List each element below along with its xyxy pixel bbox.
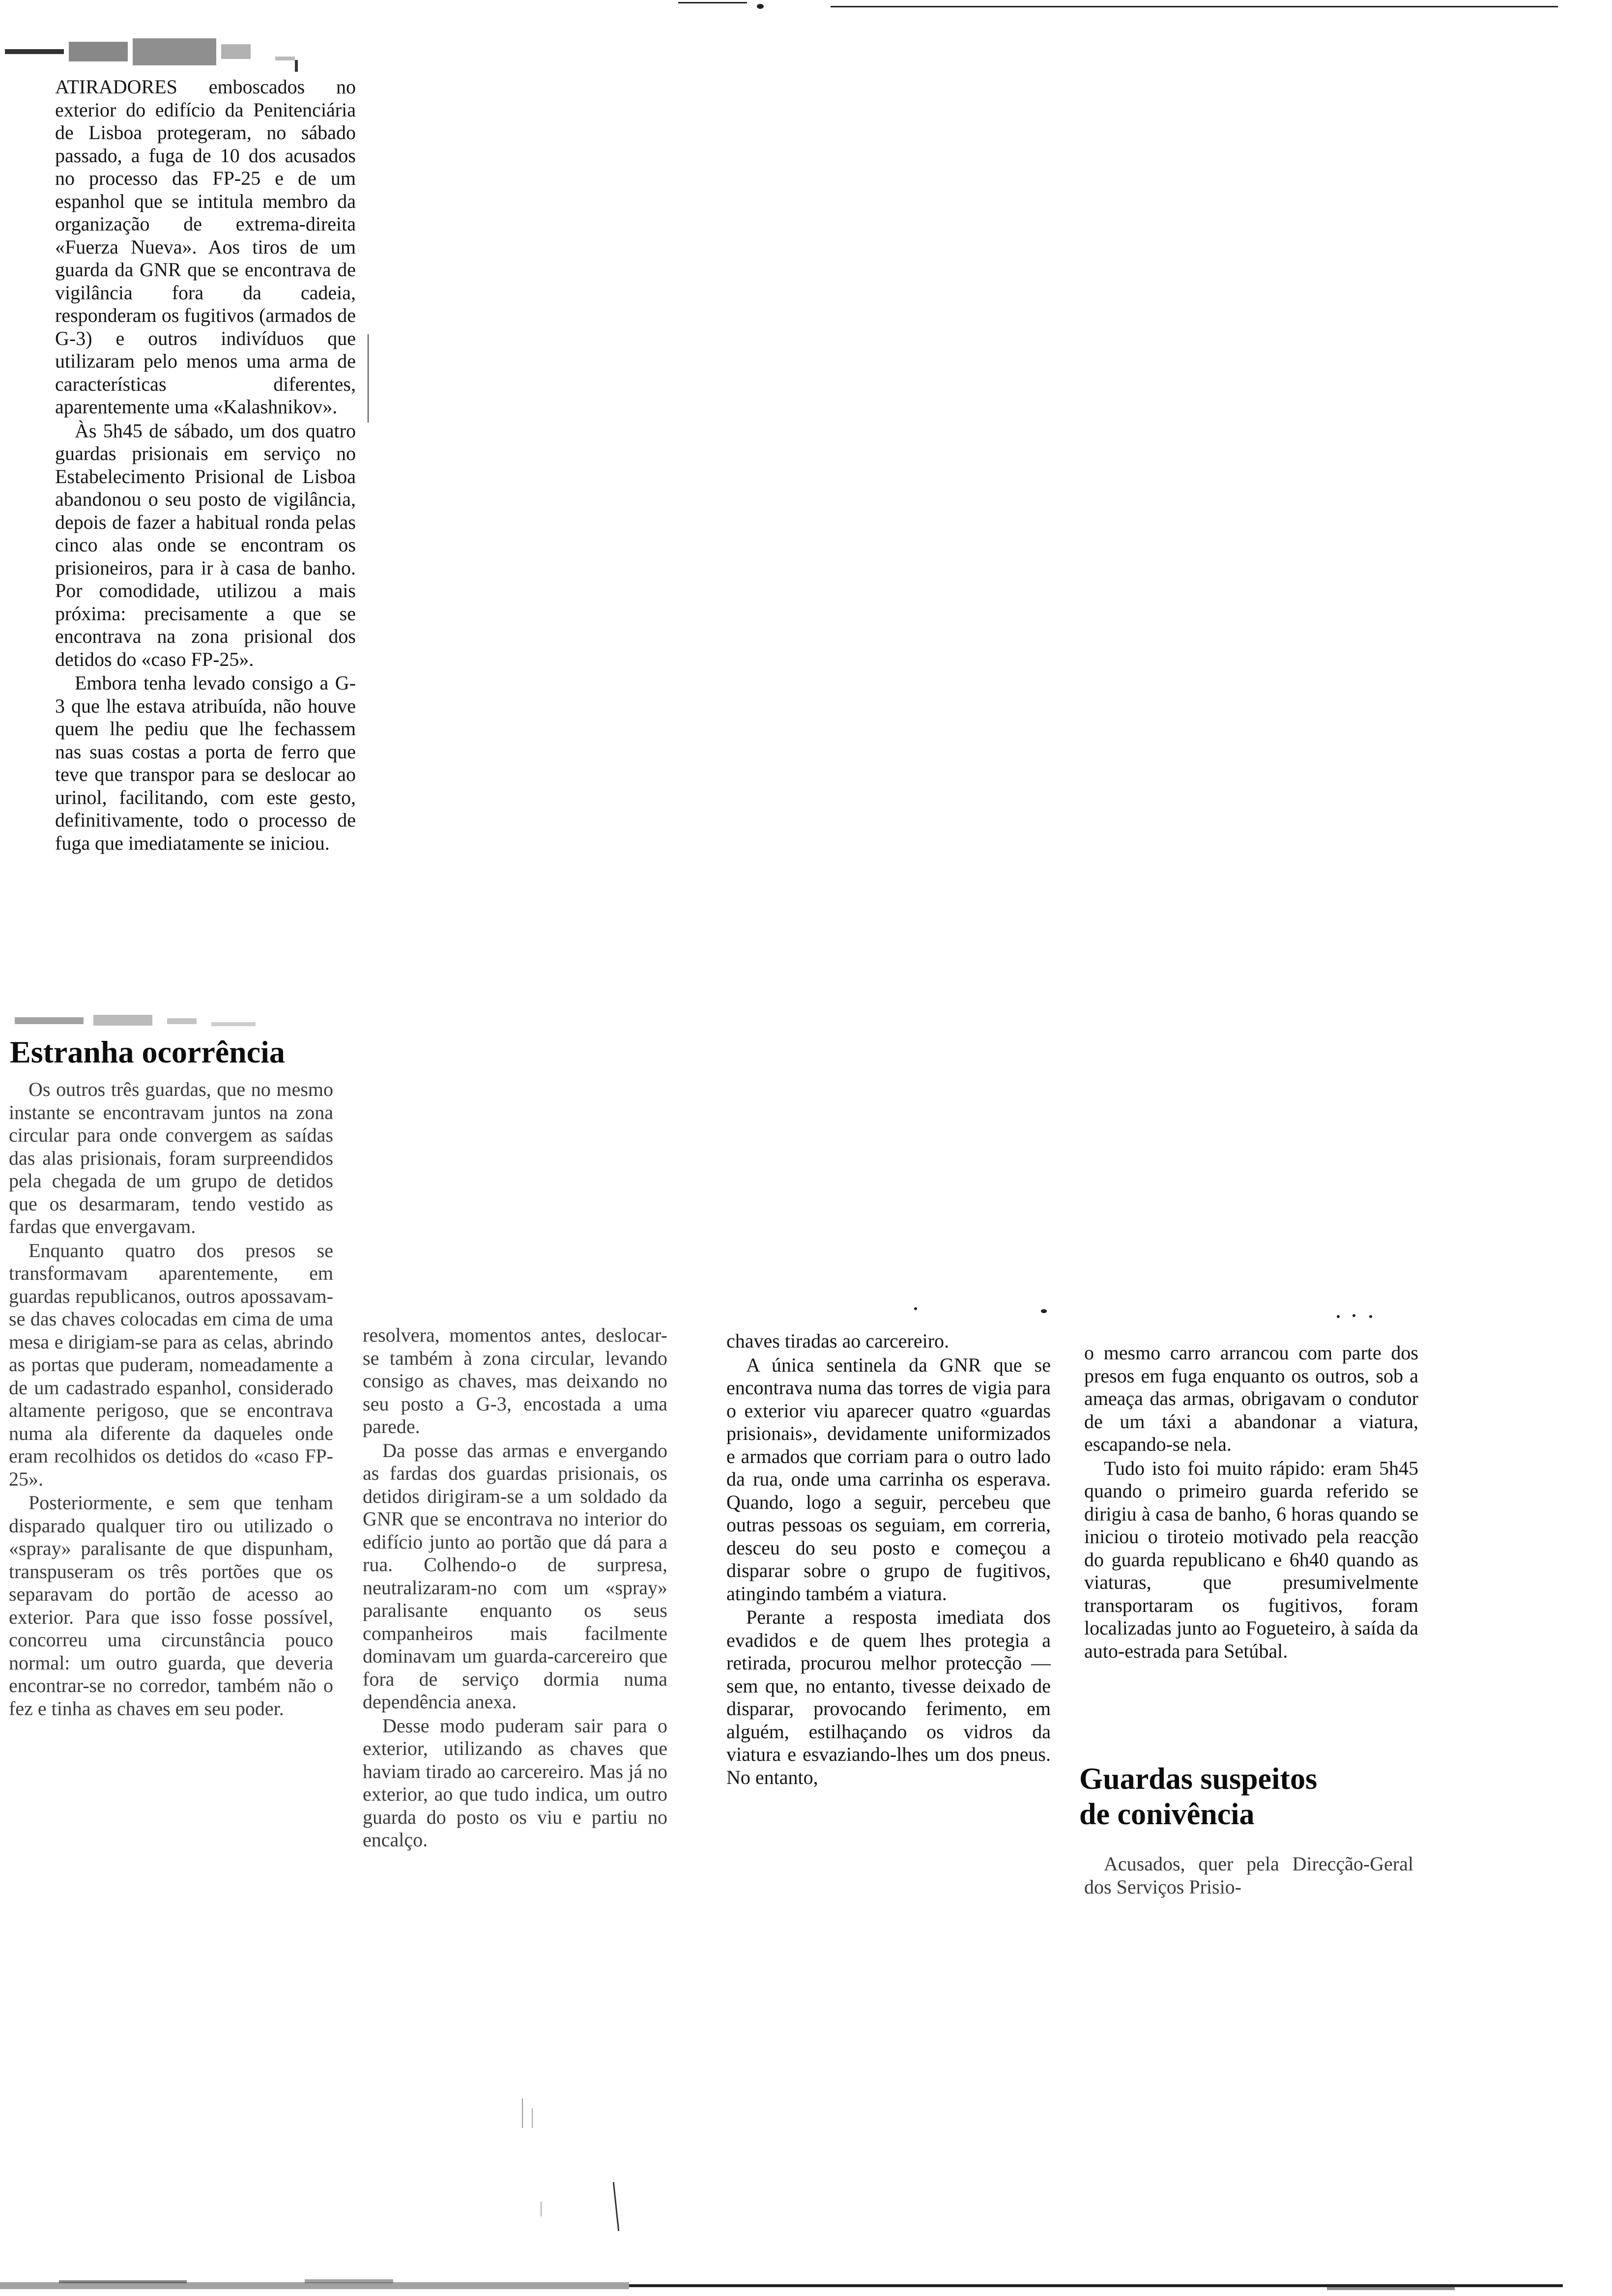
scan-mark xyxy=(522,2098,523,2128)
top-scan-speck xyxy=(757,4,764,9)
column-1-lower xyxy=(9,1078,333,1720)
body-paragraph: o mesmo carro arrancou com parte dos presos em fuga enquanto os outros, sob a ameaça das armas, obrigavam o condutor de um táxi a abandonar a viatura, escapando-se nela. xyxy=(1084,1342,1418,1455)
scan-mark xyxy=(541,2202,542,2216)
body-paragraph: Perante a resposta imediata dos evadidos e de quem lhes protegia a retirada, procurou melhor protecção — sem que, no entanto, tivesse deixado de disparar, provocando ferimento, em alguém, estilhaçando os vidros da viatura e esvaziando-lhes um dos pneus. No entanto, xyxy=(726,1606,1051,1788)
column-4-lower xyxy=(1084,1853,1413,1898)
body-paragraph: Os outros três guardas, que no mesmo instante se encontravam juntos na zona circular para onde convergem as saídas das alas prisionais, foram surpreendidos pela chegada de um grupo de detidos que os desarmaram, tendo vestido as fardas que envergavam. xyxy=(9,1078,333,1237)
body-paragraph: chaves tiradas ao carcereiro. xyxy=(726,1330,950,1352)
body-paragraph: Tudo isto foi muito rápido: eram 5h45 quando o primeiro guarda referido se dirigiu à casa de banho, 6 horas quando se iniciou o tiroteio motivado pela reacção do guarda republicano e 6h40 quando as viaturas, que presumivelmente transportaram os fugitivos, foram localizadas junto ao Fogueteiro, à saída da auto-estrada para Setúbal. xyxy=(1084,1457,1418,1662)
subhead-estranha-ocorrencia: Estranha ocorrência xyxy=(10,1034,285,1069)
scan-noise-top-left xyxy=(0,29,354,74)
top-scan-rule xyxy=(831,6,1558,7)
body-paragraph: Acusados, quer pela Direcção-Geral dos Serviços Prisio- xyxy=(1084,1853,1413,1898)
body-paragraph: Posteriormente, e sem que tenham disparado qualquer tiro ou utilizado o «spray» paralisante de que dispunham, transpuseram os três portões que os separavam do portão de acesso ao exterior. Para que isso fosse possível, concorreu uma circunstância pouco normal: um outro guarda, que deveria encontrar-se no corredor, também não o fez e tinha as chaves em seu poder. xyxy=(9,1492,333,1720)
body-paragraph: Embora tenha levado consigo a G-3 que lhe estava atribuída, não houve quem lhe pediu que lhe fechassem nas suas costas a porta de ferro que teve que transpor para se deslocar ao urinol, facilitando, com este gesto, definitivamente, todo o processo de fuga que imediatamente se iniciou. xyxy=(55,672,356,854)
column-4 xyxy=(1084,1342,1418,1663)
scan-speck xyxy=(1337,1315,1340,1318)
body-paragraph: resolvera, momentos antes, deslocar-se também à zona circular, levando consigo as chaves, mas deixando no seu posto a G-3, encostada a uma parede. xyxy=(363,1324,667,1437)
scan-speck xyxy=(1353,1314,1355,1317)
body-paragraph: Às 5h45 de sábado, um dos quatro guardas prisionais em serviço no Estabelecimento Prisional de Lisboa abandonou o seu posto de vigilância, depois de fazer a habitual ronda pelas cinco alas onde se encontram os prisioneiros, para ir à casa de banho. Por comodidade, utilizou a mais próxima: precisamente a que se encontrava na zona prisional dos detidos do «caso FP-25». xyxy=(55,419,356,670)
scan-mark xyxy=(613,2182,619,2231)
body-paragraph: A única sentinela da GNR que se encontrava numa das torres de vigia para o exterior viu aparecer quatro «guardas prisionais», devidamente uniformizados e armados que corriam para o outro lado da rua, onde uma carrinha os esperava. Quando, logo a seguir, percebeu que outras pessoas os seguiam, em correria, desceu do seu posto e começou a disparar sobre o grupo de fugitivos, atingindo também a viatura. xyxy=(726,1353,1051,1605)
column-1-upper xyxy=(55,76,356,855)
body-paragraph: Desse modo puderam sair para o exterior, utilizando as chaves que haviam tirado ao carcereiro. Mas já no exterior, ao que tudo indica, um outro guarda do posto os viu e partiu no encalço. xyxy=(363,1714,667,1851)
scan-mark xyxy=(532,2108,533,2128)
scan-noise-bottom xyxy=(0,2278,1612,2296)
scan-speck xyxy=(914,1307,917,1310)
lead-paragraph: ATIRADORES emboscados no exterior do edifício da Penitenciária de Lisboa protegeram, no sábado passado, a fuga de 10 dos acusados no processo das FP-25 e de um espanhol que se intitula membro da organização de extrema-direita «Fuerza Nueva». Aos tiros de um guarda da GNR que se encontrava de vigilância fora da cadeia, responderam os fugitivos (armados de G-3) e outros indivíduos que utilizaram pelo menos uma arma de características diferentes, aparentemente uma «Kalashnikov». xyxy=(55,76,356,418)
scan-noise-mid-left xyxy=(10,1012,285,1037)
column-3 xyxy=(726,1330,1051,1789)
scan-speck xyxy=(1369,1315,1372,1318)
top-scan-rule xyxy=(678,2,747,3)
column-2 xyxy=(363,1324,667,1852)
subhead-guardas-suspeitos: Guardas suspeitos de conivência xyxy=(1079,1762,1318,1831)
body-paragraph: Enquanto quatro dos presos se transformavam aparentemente, em guardas republicanos, outros apossavam-se das chaves colocadas em cima de uma mesa e dirigiam-se para as celas, abrindo as portas que puderam, nomeadamente a de um cadastrado espanhol, considerado altamente perigoso, que se encontrava numa ala diferente da daqueles onde eram recolhidos os detidos do «caso FP-25». xyxy=(9,1239,333,1490)
column-1-right-rule xyxy=(368,334,369,423)
body-paragraph: Da posse das armas e envergando as fardas dos guardas prisionais, os detidos dirigiram-se a um soldado da GNR que se encontrava no interior do edifício junto ao portão que dá para a rua. Colhendo-o de surpresa, neutralizaram-no com um «spray» paralisante enquanto os seus companheiros mais facilmente dominavam um guarda-carcereiro que fora de serviço dormia numa dependência anexa. xyxy=(363,1439,667,1713)
scan-speck xyxy=(1041,1309,1047,1313)
